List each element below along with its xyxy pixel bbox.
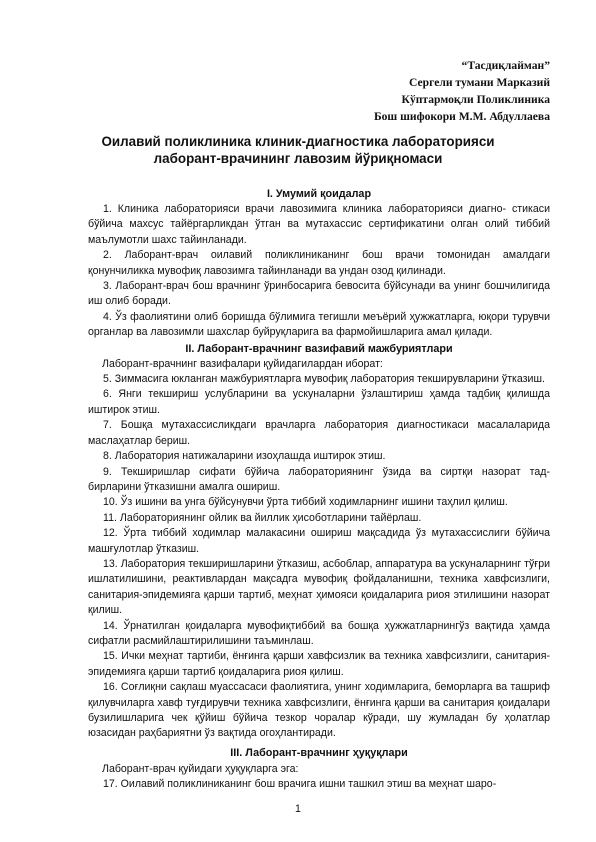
paragraph-6: 6. Янги текшириш услубларини ва ускуналарни ўзлаштириш ҳамда тадбиқ қилишда иштирок этиш. bbox=[88, 388, 550, 416]
paragraph-10: 10. Ўз ишини ва унга бўйсунувчи ўрта тиббий ходимларнинг ишини таҳлил қилиш. bbox=[103, 496, 508, 509]
document-body bbox=[88, 186, 550, 793]
approval-line-2: Сергели тумани Марказий bbox=[408, 76, 550, 89]
paragraph-5: 5. Зиммасига юкланган мажбуриятларга мувофиқ лаборатория текширувларини ўтказиш. bbox=[103, 373, 545, 386]
paragraph-4: 4. Ўз фаолиятини олиб боришда бўлимига тегишли меъёрий ҳужжатларга, юқори турувчи органлар ва лавозимли шахслар буйруқларига ва фармойишларига амал қилади. bbox=[88, 310, 550, 339]
title-line-2: лаборант-врачининг лавозим йўриқномаси bbox=[153, 151, 443, 166]
paragraph-15: 15. Ички меҳнат тартиби, ёнғинга қарши хавфсизлик ва техника хавфсизлиги, санитария-эпидемияга қарши тартиб қоидаларига риоя қилиш. bbox=[88, 650, 550, 678]
paragraph-13: 13. Лаборатория текширишларини ўтказиш, асбоблар, аппаратура ва ускуналарнинг тўғри ишлатилишини, реактивлардан мақсадга мувофиқ фойдаланишни, техника хавфсизлиги, санитария-эпидемияга қарши тартиб, меҳнат ҳимояси қоидаларига риоя этилишини назорат қилиш. bbox=[88, 557, 550, 617]
paragraph-17: 17. Оилавий поликлиниканинг бош врачига ишни ташкил этиш ва меҳнат шаро- bbox=[103, 778, 497, 791]
section-2-intro: Лаборант-врачнинг вазифалари қуйидагилардан иборат: bbox=[102, 357, 383, 370]
paragraph-12: 12. Ўрта тиббий ходимлар малакасини ошириш мақсадида ўз мутахассислиги бўйича машғулотлар ўтказиш. bbox=[88, 527, 550, 555]
approval-block bbox=[374, 57, 550, 125]
paragraph-8: 8. Лаборатория натижаларини изоҳлашда иштирок этиш. bbox=[103, 450, 386, 463]
document-title bbox=[0, 133, 596, 167]
paragraph-3: 3. Лаборант-врач бош врачнинг ўринбосарига бевосита бўйсунади ва унинг бошчилигида иш олиб боради. bbox=[88, 280, 550, 308]
paragraph-2: 2. Лаборант-врач оилавий поликлиниканинг бош врачи томонидан амалдаги қонунчиликка мувофиқ лавозимга тайинланади ва ундан озод қилинади. bbox=[88, 249, 550, 277]
paragraph-14: 14. Ўрнатилган қоидаларга мувофиқтиббий ва бошқа ҳужжатларнингўз вақтида ҳамда сифатли расмийлаштирилишини таъминлаш. bbox=[88, 619, 550, 647]
paragraph-9: 9. Текширишлар сифати бўйича лабораториянинг ўзида ва сиртқи назорат тад- бирларини ўтказишни амалга ошириш. bbox=[88, 465, 550, 493]
paragraph-1: 1. Клиника лабораторияси врачи лавозимига клиника лабораторияси диагно- стикаси бўйича махсус тайёргарликдан ўтган ва мутахассис сертификатини олган олий тиббий маълумотли шахс тайинланади. bbox=[88, 203, 550, 246]
approval-line-4: Бош шифокори М.М. Абдуллаева bbox=[373, 110, 550, 123]
section-2-heading: II. Лаборант-врачнинг вазифавий мажбуриятлари bbox=[185, 342, 453, 355]
section-3-heading: III. Лаборант-врачнинг ҳуқуқлари bbox=[230, 746, 408, 759]
page-number: 1 bbox=[295, 803, 301, 815]
paragraph-7: 7. Бошқа мутахассисликдаги врачларга лаборатория диагностикаси масалаларида маслаҳатлар бериш. bbox=[88, 419, 550, 447]
title-line-1: Оилавий поликлиника клиник-диагностика лабораторияси bbox=[101, 134, 495, 149]
section-1-heading: I. Умумий қоидалар bbox=[266, 188, 372, 200]
approval-line-3: Кўптармоқли Поликлиника bbox=[401, 93, 550, 106]
paragraph-11: 11. Лабораториянинг ойлик ва йиллик ҳисоботларини тайёрлаш. bbox=[103, 511, 422, 524]
section-3-intro: Лаборант-врач қуйидаги ҳуқуқларга эга: bbox=[102, 762, 299, 775]
approval-line-1: “Тасдиқлайман” bbox=[461, 59, 550, 72]
paragraph-16: 16. Соғлиқни сақлаш муассасаси фаолиятига, унинг ходимларига, беморларга ва ташриф қилувчиларга хавф туғдирувчи техника хавфсизлиги, ёнғинга қарши ва санитария қоидалари бузилишларига чек қўйиш бўйича тезкор чоралар кўради, шу жумладан бу ҳолатлар юзасидан раҳбариятни ўз вақтида огоҳлантиради. bbox=[88, 681, 550, 740]
